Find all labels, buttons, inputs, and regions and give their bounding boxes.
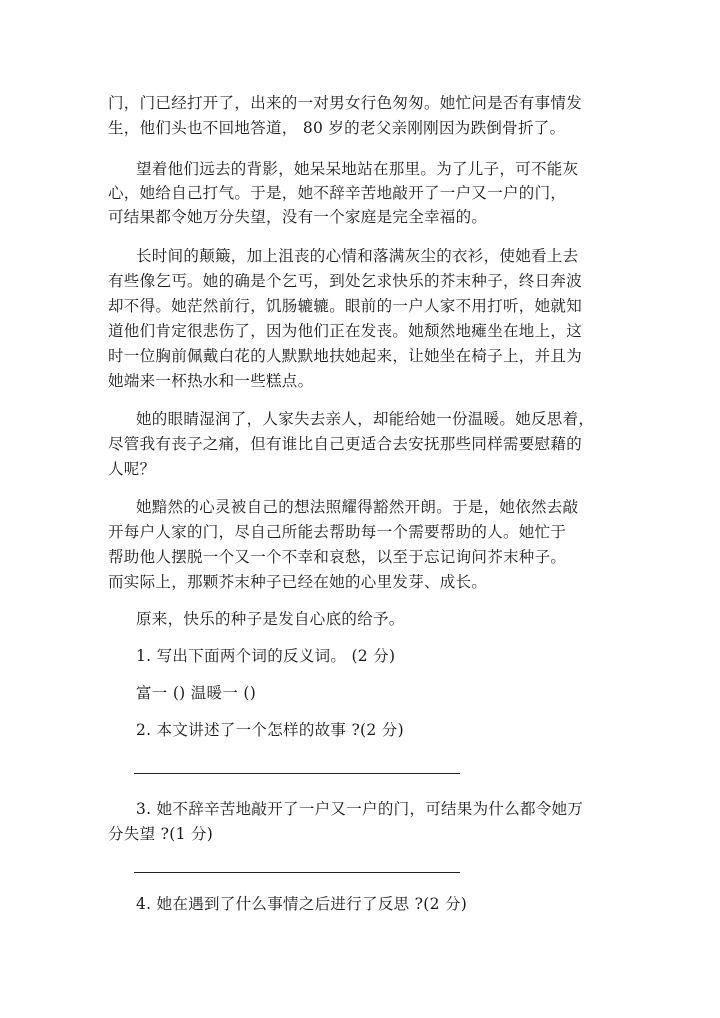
paragraph-1-line-2: 生，他们头也不回地答道， 80 岁的老父亲刚刚因为跌倒骨折了。: [108, 119, 566, 137]
paragraph-3-line-2: 有些像乞丐。她的确是个乞丐，到处乞求快乐的芥末种子，终日奔波: [108, 272, 583, 290]
paragraph-5-line-1: 她黯然的心灵被自己的想法照耀得豁然开朗。于是，她依然去敲: [136, 498, 579, 516]
paragraph-5-line-2: 开每户人家的门，尽自己所能去帮助每一个需要帮助的人。她忙于: [108, 523, 567, 541]
paragraph-2-line-3: 可结果都令她万分失望，没有一个家庭是完全幸福的。: [108, 208, 488, 226]
question-2: 2. 本文讲述了一个怎样的故事 ?(2 分): [136, 721, 404, 739]
paragraph-4-line-2: 尽管我有丧子之痛，但有谁比自己更适合去安抚那些同样需要慰藉的: [108, 435, 583, 453]
paragraph-3-line-1: 长时间的颠簸，加上沮丧的心情和落满灰尘的衣衫，使她看上去: [136, 247, 579, 265]
paragraph-6: 原来，快乐的种子是发自心底的给予。: [136, 610, 405, 628]
paragraph-3-line-5: 时一位胸前佩戴白花的人默默地扶她起来，让她坐在椅子上，并且为: [108, 347, 583, 365]
question-3-line-2: 分失望 ?(1 分): [108, 825, 214, 843]
question-1-answer-template: 富一 () 温暖一 (): [136, 684, 257, 702]
paragraph-4-line-1: 她的眼睛湿润了，人家失去亲人，却能给她一份温暖。她反思着，: [136, 410, 595, 428]
question-4: 4. 她在遇到了什么事情之后进行了反思 ?(2 分): [136, 895, 468, 913]
paragraph-5-line-4: 而实际上，那颗芥末种子已经在她的心里发芽、成长。: [108, 573, 488, 591]
paragraph-2-line-1: 望着他们远去的背影，她呆呆地站在那里。为了儿子，可不能灰: [136, 160, 579, 178]
paragraph-5-line-3: 帮助他人摆脱一个又一个不幸和哀愁，以至于忘记询问芥末种子。: [108, 548, 567, 566]
paragraph-3-line-6: 她端来一杯热水和一些糕点。: [108, 372, 314, 390]
question-3-answer-line: [134, 872, 460, 873]
paragraph-3-line-4: 道他们肯定很悲伤了，因为他们正在发丧。她颓然地瘫坐在地上，这: [108, 322, 583, 340]
paragraph-4-line-3: 人呢？: [108, 460, 156, 478]
paragraph-2-line-2: 心，她给自己打气。于是，她不辞辛苦地敲开了一户又一户的门，: [108, 184, 567, 202]
question-3-line-1: 3. 她不辞辛苦地敲开了一户又一户的门，可结果为什么都令她万: [136, 800, 584, 818]
paragraph-3-line-3: 却不得。她茫然前行，饥肠辘辘。眼前的一户人家不用打听，她就知: [108, 297, 583, 315]
question-1: 1. 写出下面两个词的反义词。 (2 分): [136, 647, 396, 665]
paragraph-1-line-1: 门，门已经打开了，出来的一对男女行色匆匆。她忙问是否有事情发: [108, 94, 583, 112]
question-2-answer-line: [134, 773, 460, 774]
